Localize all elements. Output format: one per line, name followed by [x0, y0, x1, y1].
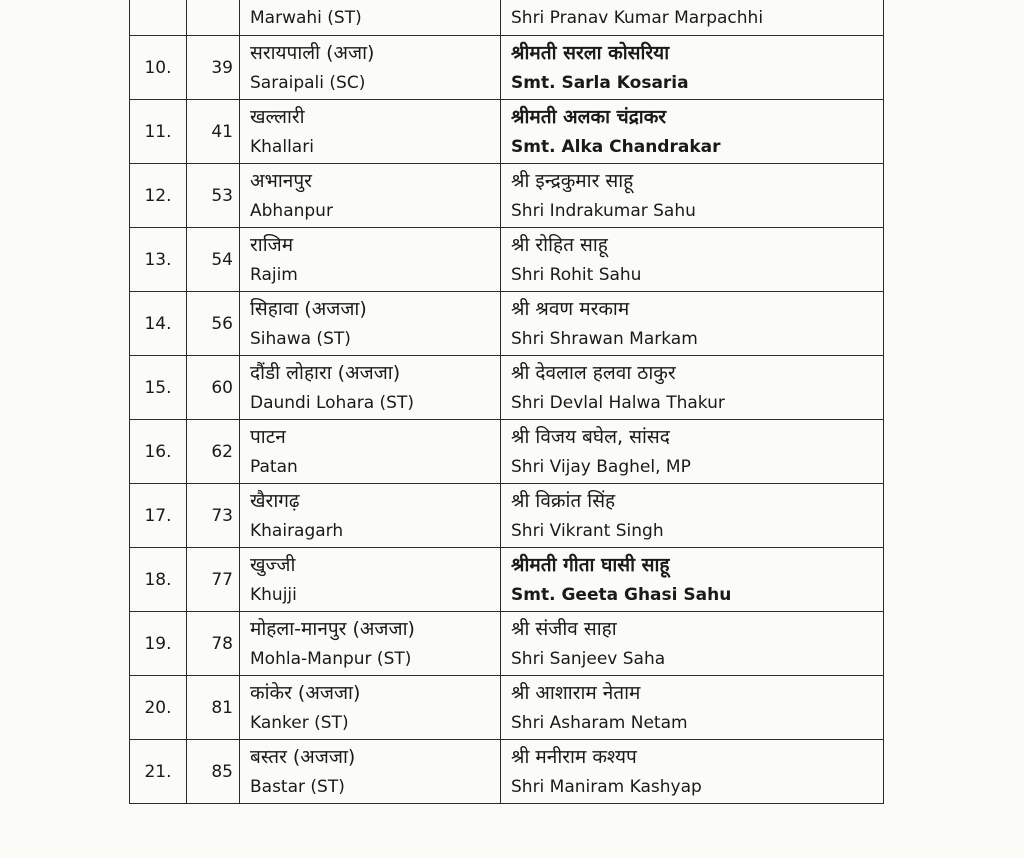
constituency-number: 41	[211, 121, 233, 142]
constituency-cell	[240, 100, 501, 164]
candidate-name-hindi: श्री इन्द्रकुमार साहू	[511, 169, 634, 192]
constituency-cell	[240, 356, 501, 420]
constituency-number: 39	[211, 57, 233, 78]
table-row	[130, 612, 884, 676]
candidate-name-hindi: श्री विजय बघेल, सांसद	[511, 425, 670, 448]
constituency-number-cell	[187, 100, 240, 164]
candidate-name-english: Shri Indrakumar Sahu	[511, 200, 696, 221]
serial-number-cell	[130, 484, 187, 548]
constituency-name-hindi: मोहला-मानपुर (अजजा)	[250, 617, 415, 640]
constituency-number: 78	[211, 633, 233, 654]
constituency-number: 85	[211, 761, 233, 782]
constituency-name-english: Mohla-Manpur (ST)	[250, 648, 412, 669]
constituency-name-hindi: पाटन	[250, 425, 286, 448]
constituency-name-hindi: खैरागढ़	[250, 489, 300, 512]
candidate-name-english: Shri Pranav Kumar Marpachhi	[511, 8, 764, 28]
serial-number-cell	[130, 548, 187, 612]
serial-number: 16.	[144, 441, 172, 462]
table-row	[130, 100, 884, 164]
constituency-cell	[240, 0, 501, 36]
table-row	[130, 36, 884, 100]
serial-number: 20.	[144, 697, 172, 718]
candidate-cell	[501, 292, 884, 356]
serial-number-cell	[130, 36, 187, 100]
candidate-name-english: Shri Devlal Halwa Thakur	[511, 392, 725, 413]
candidate-name-hindi: श्रीमती गीता घासी साहू	[511, 553, 670, 576]
constituency-number-cell	[187, 164, 240, 228]
constituency-name-english: Rajim	[250, 264, 298, 285]
candidate-cell	[501, 740, 884, 804]
serial-number: 12.	[144, 185, 172, 206]
constituency-name-english: Sihawa (ST)	[250, 328, 351, 349]
candidate-cell	[501, 36, 884, 100]
constituency-number-cell	[187, 420, 240, 484]
candidate-name-english: Smt. Alka Chandrakar	[511, 136, 721, 157]
constituency-name-hindi: सिहावा (अजजा)	[250, 297, 367, 320]
candidate-name-hindi: श्री रोहित साहू	[511, 233, 608, 256]
constituency-name-hindi: बस्तर (अजजा)	[250, 745, 356, 768]
serial-number: 13.	[144, 249, 172, 270]
candidate-cell	[501, 612, 884, 676]
serial-number: 11.	[144, 121, 172, 142]
table-row	[130, 0, 884, 36]
serial-number-cell	[130, 420, 187, 484]
constituency-number-cell	[187, 228, 240, 292]
table-row	[130, 420, 884, 484]
candidate-name-english: Shri Vikrant Singh	[511, 520, 664, 541]
constituency-number-cell	[187, 356, 240, 420]
constituency-number: 62	[211, 441, 233, 462]
constituency-name-hindi: कांकेर (अजजा)	[250, 681, 361, 704]
constituency-name-english: Khairagarh	[250, 520, 344, 541]
constituency-name-english: Patan	[250, 456, 298, 477]
constituency-name-english: Kanker (ST)	[250, 712, 349, 733]
constituency-number-cell	[187, 0, 240, 36]
candidate-table	[129, 0, 884, 804]
serial-number-cell	[130, 740, 187, 804]
candidate-name-hindi: श्री श्रवण मरकाम	[511, 297, 630, 320]
serial-number-cell	[130, 100, 187, 164]
candidate-cell	[501, 420, 884, 484]
constituency-number-cell	[187, 612, 240, 676]
candidate-cell	[501, 228, 884, 292]
constituency-number: 54	[211, 249, 233, 270]
constituency-number: 60	[211, 377, 233, 398]
candidate-cell	[501, 676, 884, 740]
constituency-number-cell	[187, 740, 240, 804]
serial-number: 15.	[144, 377, 172, 398]
constituency-name-english: Daundi Lohara (ST)	[250, 392, 414, 413]
constituency-number: 81	[211, 697, 233, 718]
constituency-number: 53	[211, 185, 233, 206]
constituency-name-hindi: अभानपुर	[250, 169, 312, 192]
serial-number-cell	[130, 228, 187, 292]
constituency-name-hindi: राजिम	[250, 233, 294, 256]
candidate-cell	[501, 356, 884, 420]
serial-number-cell	[130, 292, 187, 356]
candidate-cell	[501, 484, 884, 548]
candidate-name-english: Shri Shrawan Markam	[511, 328, 698, 349]
constituency-cell	[240, 676, 501, 740]
constituency-cell	[240, 484, 501, 548]
candidate-name-hindi: श्रीमती सरला कोसरिया	[511, 41, 670, 64]
candidate-cell	[501, 0, 884, 36]
constituency-number-cell	[187, 548, 240, 612]
candidate-name-hindi: श्री संजीव साहा	[511, 617, 617, 640]
constituency-number: 56	[211, 313, 233, 334]
candidate-table-body	[130, 0, 884, 804]
constituency-number-cell	[187, 36, 240, 100]
candidate-name-hindi: श्री आशाराम नेताम	[511, 681, 641, 704]
candidate-name-english: Shri Maniram Kashyap	[511, 776, 702, 797]
constituency-number: 73	[211, 505, 233, 526]
constituency-name-english: Bastar (ST)	[250, 776, 345, 797]
candidate-name-english: Shri Asharam Netam	[511, 712, 688, 733]
serial-number: 19.	[144, 633, 172, 654]
serial-number: 10.	[144, 57, 172, 78]
serial-number: 18.	[144, 569, 172, 590]
serial-number: 21.	[144, 761, 172, 782]
constituency-cell	[240, 420, 501, 484]
constituency-name-english: Marwahi (ST)	[250, 8, 362, 28]
table-row	[130, 228, 884, 292]
serial-number-cell	[130, 356, 187, 420]
serial-number-cell	[130, 0, 187, 36]
serial-number-cell	[130, 164, 187, 228]
table-row	[130, 676, 884, 740]
constituency-cell	[240, 292, 501, 356]
candidate-cell	[501, 100, 884, 164]
constituency-cell	[240, 36, 501, 100]
candidate-name-english: Shri Sanjeev Saha	[511, 648, 666, 669]
serial-number: 17.	[144, 505, 172, 526]
candidate-name-english: Smt. Geeta Ghasi Sahu	[511, 584, 732, 605]
serial-number-cell	[130, 676, 187, 740]
constituency-number-cell	[187, 292, 240, 356]
constituency-number: 77	[211, 569, 233, 590]
table-row	[130, 356, 884, 420]
table-row	[130, 484, 884, 548]
constituency-number-cell	[187, 484, 240, 548]
serial-number-cell	[130, 612, 187, 676]
constituency-cell	[240, 228, 501, 292]
candidate-name-english: Shri Rohit Sahu	[511, 264, 642, 285]
constituency-name-english: Saraipali (SC)	[250, 72, 366, 93]
candidate-cell	[501, 164, 884, 228]
table-row	[130, 548, 884, 612]
constituency-cell	[240, 740, 501, 804]
candidate-name-hindi: श्री देवलाल हलवा ठाकुर	[511, 361, 676, 384]
table-row	[130, 740, 884, 804]
candidate-cell	[501, 548, 884, 612]
table-row	[130, 164, 884, 228]
candidate-name-hindi: श्री विक्रांत सिंह	[511, 489, 616, 512]
candidate-name-hindi: श्री मनीराम कश्यप	[511, 745, 637, 768]
constituency-name-hindi: सरायपाली (अजा)	[250, 41, 375, 64]
constituency-name-hindi: खुज्जी	[250, 553, 296, 576]
constituency-cell	[240, 612, 501, 676]
constituency-name-english: Khallari	[250, 136, 314, 157]
candidate-name-english: Shri Vijay Baghel, MP	[511, 456, 691, 477]
constituency-cell	[240, 548, 501, 612]
serial-number: 14.	[144, 313, 172, 334]
constituency-cell	[240, 164, 501, 228]
constituency-name-hindi: खल्लारी	[250, 105, 305, 128]
constituency-name-hindi: दौंडी लोहारा (अजजा)	[250, 361, 401, 384]
constituency-number-cell	[187, 676, 240, 740]
constituency-name-english: Abhanpur	[250, 200, 333, 221]
constituency-name-english: Khujji	[250, 584, 297, 605]
table-row	[130, 292, 884, 356]
candidate-name-english: Smt. Sarla Kosaria	[511, 72, 689, 93]
candidate-name-hindi: श्रीमती अलका चंद्राकर	[511, 105, 667, 128]
